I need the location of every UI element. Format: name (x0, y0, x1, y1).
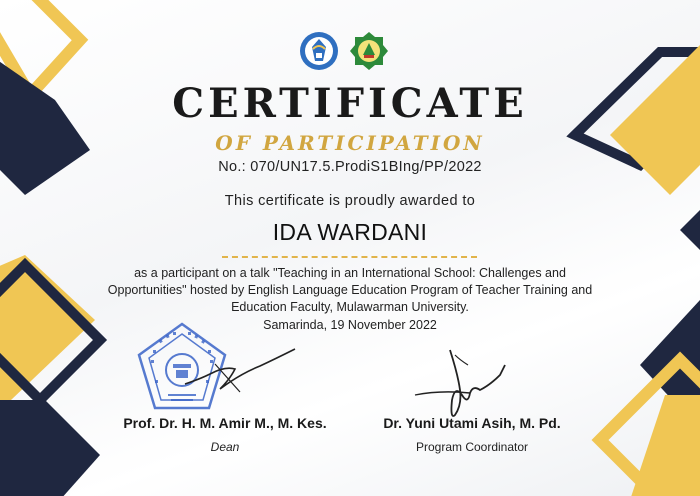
awarded-text: This certificate is proudly awarded to (224, 193, 476, 209)
certificate-description: as a participant on a talk "Teaching in an International School: Challenges and Opportunities" hosted by English Language Education Program of Teacher Training and Education Faculty, Mulawarman University. (107, 266, 593, 314)
coordinator-role: Program Coordinator (415, 440, 529, 454)
certificate-title: CERTIFICATE (172, 80, 528, 127)
recipient-underline (222, 256, 477, 258)
coordinator-name: Dr. Yuni Utami Asih, M. Pd. (383, 415, 561, 431)
recipient-name: IDA WARDANI (272, 219, 428, 245)
deco-navy-bottom-left (0, 400, 100, 496)
deco-gold-bottom-right (630, 395, 700, 496)
dean-signature (180, 344, 300, 404)
dean-name: Prof. Dr. H. M. Amir M., M. Kes. (123, 415, 327, 431)
coordinator-signature (410, 345, 520, 425)
ministry-logo (299, 31, 339, 71)
university-logo (349, 31, 389, 71)
dean-role: Dean (210, 440, 240, 454)
certificate-subtitle: OF PARTICIPATION (215, 131, 485, 155)
certificate-number: No.: 070/UN17.5.ProdiS1BIng/PP/2022 (218, 159, 482, 175)
place-date: Samarinda, 19 November 2022 (263, 318, 437, 332)
